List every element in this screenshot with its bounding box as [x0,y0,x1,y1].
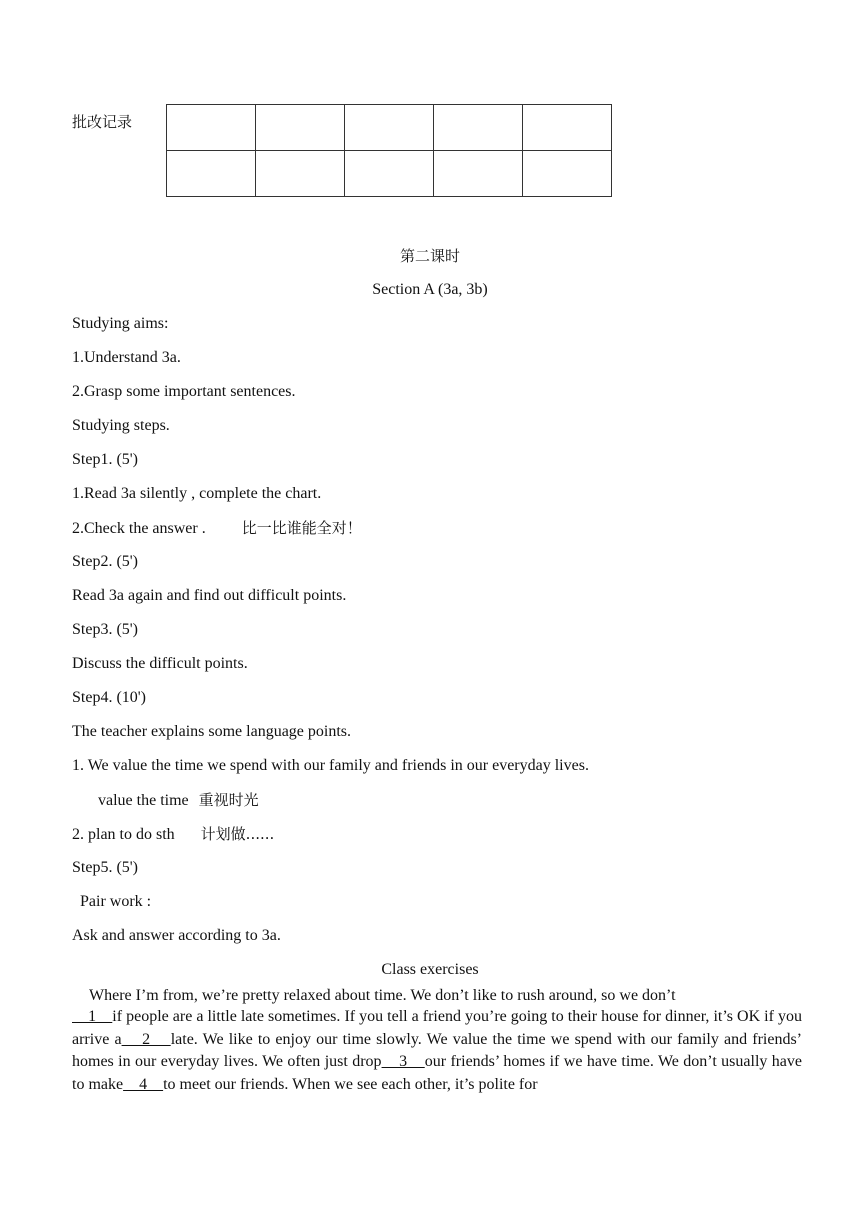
studying-aims-heading: Studying aims: [72,315,169,332]
table-cell[interactable] [434,151,523,197]
table-cell[interactable] [167,151,256,197]
table-cell[interactable] [167,105,256,151]
step2-text: Read 3a again and find out difficult points. [72,587,347,604]
step1-heading: Step1. (5') [72,451,138,468]
language-point-2 [72,824,274,845]
pair-work-label: Pair work : [80,893,152,910]
lesson-title: 第二课时 [399,247,460,265]
table-cell[interactable] [256,105,345,151]
table-cell[interactable] [345,105,434,151]
step4-heading: Step4. (10') [72,689,146,706]
step3-text: Discuss the difficult points. [72,655,248,672]
table-row [167,151,612,197]
plan-meaning: 计划做...... [200,825,275,843]
table-cell[interactable] [256,151,345,197]
passage-text: our friends’ homes if we have time. We don’t usually have to make [72,1053,802,1093]
table-cell[interactable] [523,151,612,197]
passage-first-line: Where I’m from, we’re pretty relaxed about time. We don’t like to rush around, so we don’t [89,987,676,1004]
exercise-passage [72,1006,802,1096]
step4-text: The teacher explains some language points. [72,723,352,740]
step5-heading: Step5. (5') [72,859,138,876]
studying-steps-heading: Studying steps. [72,417,170,434]
blank-4[interactable]: 4 [123,1075,164,1093]
record-label: 批改记录 [72,113,133,131]
table-cell[interactable] [434,105,523,151]
blank-1[interactable]: 1 [72,1008,113,1025]
step1-item-2 [72,518,362,539]
exercise-title: Class exercises [381,961,479,978]
table-cell[interactable] [345,151,434,197]
value-the-time-meaning: 重视时光 [198,791,259,809]
value-the-time-phrase: value the time [98,792,189,809]
check-answer-note: 比一比谁能全对！ [241,519,362,537]
section-title: Section A (3a, 3b) [372,281,488,298]
table-cell[interactable] [523,105,612,151]
blank-2[interactable]: 2 [121,1030,171,1048]
language-point-1-note [98,790,259,811]
passage-text: to meet our friends. When we see each other, it’s polite for [163,1075,538,1093]
plan-phrase: 2. plan to do sth [72,826,175,843]
passage-text: if people are a little late sometimes. If you tell a friend you’re going to their house for dinner, it’s OK if you arrive a [72,1008,802,1048]
table-row [167,105,612,151]
blank-3[interactable]: 3 [381,1053,425,1070]
language-point-1: 1. We value the time we spend with our family and friends in our everyday lives. [72,757,589,774]
aim-1: 1.Understand 3a. [72,349,181,366]
passage-text: late. We like to enjoy our time slowly. We value the time we spend with our family and friends’ homes in our everyday lives. We often just drop [72,1030,803,1070]
grading-table [166,104,612,197]
check-answer-text: 2.Check the answer . [72,520,206,537]
step5-text: Ask and answer according to 3a. [72,927,281,944]
step1-item-1: 1.Read 3a silently , complete the chart. [72,485,322,502]
step3-heading: Step3. (5') [72,621,138,638]
aim-2: 2.Grasp some important sentences. [72,383,296,400]
step2-heading: Step2. (5') [72,553,138,570]
